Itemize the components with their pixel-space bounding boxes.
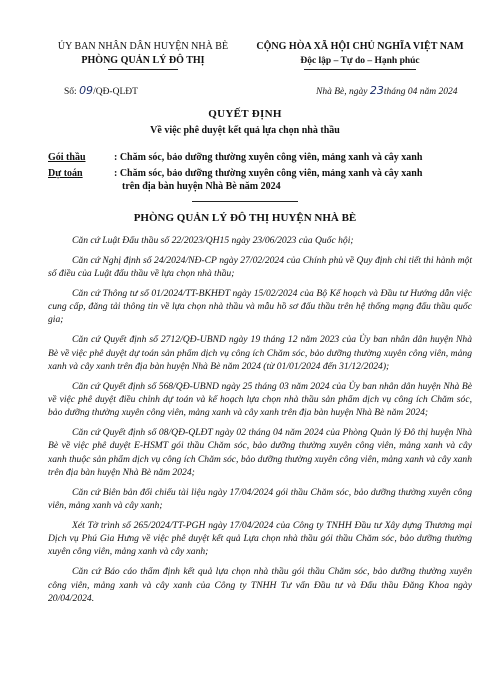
basis-paragraph: Căn cứ Quyết định số 2712/QĐ-UBND ngày 19 tháng 12 năm 2023 của Ủy ban nhân dân huyện Nhà Bè về việc phê duyệt dự toán sản phẩm dịch vụ công ích Chăm sóc, bảo dưỡng thường xuyên công viên, mảng xanh và cây xanh trên địa bàn huyện Nhà Bè năm 2024 (từ 01/01/2024 đến 31/12/2024); [48, 334, 472, 372]
document-number [64, 84, 138, 97]
package-value: : Chăm sóc, bảo dưỡng thường xuyên công viên, mảng xanh và cây xanh [114, 152, 423, 163]
estimate-value-line1: : Chăm sóc, bảo dưỡng thường xuyên công viên, mảng xanh và cây xanh [114, 168, 423, 179]
national-header [250, 40, 470, 70]
issuer-header [48, 40, 238, 70]
basis-paragraph: Căn cứ Nghị định số 24/2024/NĐ-CP ngày 27/02/2024 của Chính phủ về Quy định chi tiết thi hành một số điều của Luật đấu thầu về lựa chọn nhà thầu; [48, 254, 472, 280]
doc-number-suffix: /QĐ-QLĐT [93, 87, 138, 97]
basis-paragraph: Căn cứ Thông tư số 01/2024/TT-BKHĐT ngày 15/02/2024 của Bộ Kế hoạch và Đầu tư Hướng dẫn việc cung cấp, đăng tải thông tin về lựa chọn nhà thầu và mẫu hồ sơ đấu thầu trên hệ thống mạng đấu thầu quốc gia; [48, 287, 472, 326]
basis-paragraph: Căn cứ Luật Đấu thầu số 22/2023/QH15 ngày 23/06/2023 của Quốc hội; [72, 235, 354, 246]
date-handwritten-day: 23 [369, 84, 384, 97]
date-suffix: tháng 04 năm 2024 [383, 87, 458, 97]
basis-paragraph: Căn cứ Báo cáo thẩm định kết quả lựa chọn nhà thầu gói thầu Chăm sóc, bảo dưỡng thường xuyên công viên, mảng xanh và cây xanh của Công ty TNHH Tư vấn Đầu tư và Đấu thầu Đăng Khoa ngày 20/04/2024. [48, 566, 472, 604]
agency-heading: PHÒNG QUẢN LÝ ĐÔ THỊ HUYỆN NHÀ BÈ [133, 212, 357, 224]
issuer-org: ỦY BAN NHÂN DÂN HUYỆN NHÀ BÈ [57, 41, 229, 52]
national-motto: Độc lập – Tự do – Hạnh phúc [300, 56, 420, 66]
basis-paragraph: Xét Tờ trình số 265/2024/TT-PGH ngày 17/04/2024 của Công ty TNHH Đầu tư Xây dựng Thương mại Dịch vụ Phú Gia Hưng về việc phê duyệt kết quả Lựa chọn nhà thầu gói thầu Chăm sóc, bảo dưỡng thường xuyên công viên, mảng xanh và cây xanh; [48, 519, 472, 558]
legal-bases [48, 234, 472, 612]
package-label: Gói thầu [48, 152, 86, 163]
estimate-label: Dự toán [48, 168, 83, 179]
national-title: CỘNG HÒA XÃ HỘI CHỦ NGHĨA VIỆT NAM [256, 41, 464, 52]
doc-number-handwritten: 09 [79, 84, 94, 97]
motto-underline [304, 69, 416, 70]
document-title: QUYẾT ĐỊNH [208, 108, 282, 120]
document-subtitle: Về việc phê duyệt kết quả lựa chọn nhà thầu [150, 125, 340, 136]
section-divider [192, 201, 298, 202]
estimate-value [114, 167, 466, 193]
basis-paragraph: Căn cứ Quyết định số 568/QĐ-UBND ngày 25 tháng 03 năm 2024 của Ủy ban nhân dân huyện Nhà Bè về việc phê duyệt điều chỉnh dự toán và kế hoạch lựa chọn nhà thầu sản phẩm dịch vụ công ích Chăm sóc, bảo dưỡng thường xuyên công viên, mảng xanh và cây xanh trên địa bàn huyện Nhà Bè năm 2024; [48, 380, 472, 419]
estimate-value-line2: trên địa bàn huyện Nhà Bè năm 2024 [122, 181, 281, 192]
basis-paragraph: Căn cứ Biên bản đối chiếu tài liệu ngày 17/04/2024 gói thầu Chăm sóc, bảo dưỡng thường xuyên công viên, mảng xanh và cây xanh; [48, 486, 472, 512]
issuer-underline [108, 69, 178, 70]
date-prefix: Nhà Bè, ngày [316, 87, 368, 97]
date-line [316, 84, 457, 97]
basis-paragraph: Căn cứ Quyết định số 08/QĐ-QLĐT ngày 02 tháng 04 năm 2024 của Phòng Quản lý Đô thị huyện Nhà Bè về việc phê duyệt E-HSMT gói thầu Chăm sóc, bảo dưỡng thường xuyên công viên, mảng xanh và cây xanh thuộc sản phẩm dịch vụ công ích Chăm sóc, bảo dưỡng thường xuyên công viên, mảng xanh và cây xanh trên địa bàn huyện Nhà Bè năm 2024; [48, 427, 472, 478]
issuer-department: PHÒNG QUẢN LÝ ĐÔ THỊ [81, 55, 205, 66]
doc-number-prefix: Số: [64, 87, 77, 97]
